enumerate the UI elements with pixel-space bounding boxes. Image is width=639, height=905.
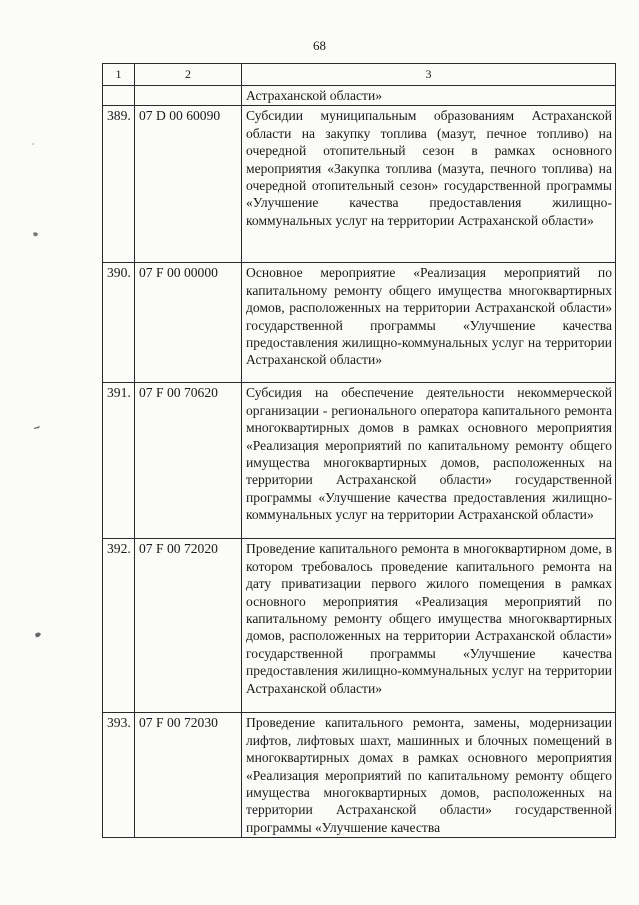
header-col-2: 2 [135, 64, 242, 86]
scan-speck [32, 143, 34, 145]
scan-speck [34, 426, 40, 429]
row-description: Проведение капитального ремонта, замены, модернизации лифтов, лифтовых шахт, машинных и блочных помещений в многоквартирных домах в рамках основного мероприятия «Реализация мероприятий по капитальному ремонту общего имущества многоквартирных домов, расположенных на территории Астраханской области» государственной программы «Улучшение качества [242, 713, 616, 838]
continuation-text: Астраханской области» [242, 86, 616, 106]
budget-code: 07 F 00 72030 [135, 713, 242, 838]
scan-speck [35, 633, 41, 638]
budget-code: 07 F 00 70620 [135, 383, 242, 539]
row-description: Субсидия на обеспечение деятельности некоммерческой организации - регионального оператора капитального ремонта многоквартирных домов в рамках основного мероприятия «Реализация мероприятий по капитальному ремонту общего имущества многоквартирных домов, расположенных на территории Астраханской области» государственной программы «Улучшение качества предоставления жилищно-коммунальных услуг на территории Астраханской области» [242, 383, 616, 539]
row-number: 393. [103, 713, 135, 838]
budget-code: 07 F 00 00000 [135, 263, 242, 383]
row-number: 391. [103, 383, 135, 539]
budget-code: 07 F 00 72020 [135, 539, 242, 713]
row-description: Основное мероприятие «Реализация мероприятий по капитальному ремонту общего имущества многоквартирных домов, расположенных на территории Астраханской области» государственной программы «Улучшение качества предоставления жилищно-коммунальных услуг на территории Астраханской области» [242, 263, 616, 383]
row-number: 392. [103, 539, 135, 713]
header-col-1: 1 [103, 64, 135, 86]
row-description: Проведение капитального ремонта в многоквартирном доме, в котором требовалось проведение капитального ремонта на дату приватизации первого жилого помещения в рамках основного мероприятия «Реализация мероприятий по капитальному ремонту общего имущества многоквартирных домов, расположенных на территории Астраханской области» государственной программы «Улучшение качества предоставления жилищно-коммунальных услуг на территории Астраханской области» [242, 539, 616, 713]
scan-speck [33, 232, 38, 236]
row-description: Субсидии муниципальным образованиям Астраханской области на закупку топлива (мазут, печное топливо) на очередной отопительный сезон в рамках основного мероприятия «Закупка топлива (мазута, печного топлива) на очередной отопительный сезон» государственной программы «Улучшение качества предоставления жилищно-коммунальных услуг на территории Астраханской области» [242, 106, 616, 263]
header-col-3: 3 [242, 64, 616, 86]
budget-code: 07 D 00 60090 [135, 106, 242, 263]
row-number: 389. [103, 106, 135, 263]
row-number: 390. [103, 263, 135, 383]
page-number: 68 [313, 38, 326, 53]
